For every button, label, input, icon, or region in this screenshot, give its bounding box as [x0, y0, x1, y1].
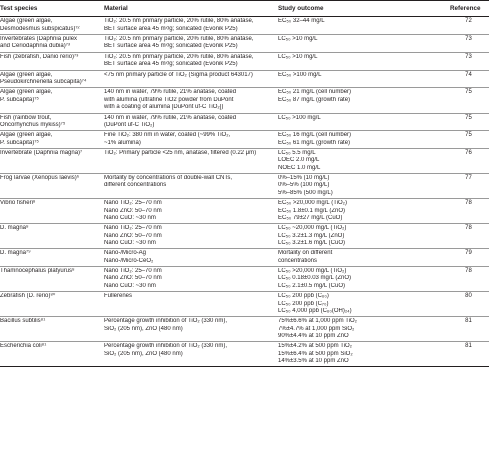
material-line: Percentage growth inhibition of TiO₂ (330 nm), — [104, 343, 228, 350]
table-row — [0, 149, 489, 174]
outcome-line: LC₅₀ >100 mg/L — [278, 114, 321, 121]
species-cell — [0, 88, 104, 113]
outcome-line: EC₅₀ 87 mg/L (growth rate) — [278, 96, 351, 103]
reference-cell: 80 — [450, 292, 489, 317]
outcome-line: LC₅₀ 200 ppb (C₇₀) — [278, 300, 329, 307]
species-line: Bacillus subtilis⁸¹ — [0, 318, 46, 325]
material-cell — [104, 292, 278, 317]
outcome-line: EC₅₀ >20,000 mg/L (TiO₂) — [278, 200, 347, 207]
reference-cell: 76 — [450, 149, 489, 174]
material-cell — [104, 149, 278, 174]
table-row — [0, 224, 489, 249]
material-line: different concentrations — [104, 182, 167, 189]
species-line: Vibrio fisheri⁸ — [0, 200, 36, 207]
material-line: ~1% alumina) — [104, 139, 141, 146]
outcome-line: EC₅₀ 61 mg/L (growth rate) — [278, 139, 351, 146]
material-cell — [104, 113, 278, 131]
table-row — [0, 131, 489, 149]
species-cell — [0, 224, 104, 249]
species-line: and Ceriodaphnia dubia)⁷³ — [0, 43, 70, 50]
material-line: Nano CuO: ~30 nm — [104, 214, 156, 221]
species-line: Algae (green algae, — [0, 89, 53, 96]
species-cell — [0, 17, 104, 35]
header-material: Material — [104, 1, 278, 17]
outcome-line: 0%–15% (10 mg/L) — [278, 175, 330, 182]
material-line: Nano CuO: ~30 nm — [104, 239, 156, 246]
outcome-line: LC₅₀ ~20,000 mg/L (TiO₂) — [278, 225, 347, 232]
material-cell — [104, 35, 278, 53]
material-line: (DuPont uf-C TiO₂) — [104, 121, 155, 128]
outcome-cell — [278, 131, 450, 149]
table-row — [0, 199, 489, 224]
material-line: BET surface area 45 m²/g; sonicated (Evonik P25) — [104, 61, 238, 68]
outcome-line: EC₅₀ 32–44 mg/L — [278, 18, 325, 25]
outcome-line: LC₅₀ 5.5 mg/L — [278, 150, 316, 157]
table-row — [0, 52, 489, 70]
species-line: Frog larvae (Xenopus laevis)⁶ — [0, 175, 80, 182]
material-line: TiO₂: Primary particle <25 nm, anatase, filtered (0.22 μm) — [104, 150, 257, 157]
outcome-line: 15%±6.4% at 500 ppm SiO₂ — [278, 350, 353, 357]
outcome-line: EC₅₀ 79±27 mg/L (CuO) — [278, 214, 343, 221]
header-test-species: Test species — [0, 1, 104, 17]
material-cell — [104, 267, 278, 292]
material-cell — [104, 174, 278, 199]
outcome-line: LC₅₀ >10 mg/L — [278, 53, 318, 60]
material-line: Fine TiO₂: 380 nm in water, coated (~99% TiO₂, — [104, 132, 231, 139]
reference-cell: 75 — [450, 88, 489, 113]
species-line: Fish (zebrafish, Danio rerio)⁷³ — [0, 53, 79, 60]
species-line: Escherichia coli⁸¹ — [0, 343, 47, 350]
species-line: Oncorhynchus mykiss)⁷⁵ — [0, 121, 66, 128]
outcome-line: EC₅₀ 16 mg/L (cell number) — [278, 132, 352, 139]
material-line: TiO₂: 20.5 nm primary particle, 20% rutile, 80% anatase, — [104, 53, 254, 60]
outcome-line: LC₅₀ 0.18±0.03 mg/L (ZnO) — [278, 275, 352, 282]
reference-cell: 81 — [450, 317, 489, 342]
material-cell — [104, 88, 278, 113]
outcome-line: 75%±6.6% at 1,000 ppm TiO₂ — [278, 318, 357, 325]
reference-cell: 75 — [450, 113, 489, 131]
outcome-cell — [278, 88, 450, 113]
outcome-line: LC₅₀ 3.2±1.3 mg/L (ZnO) — [278, 232, 345, 239]
reference-cell: 73 — [450, 52, 489, 70]
reference-cell: 73 — [450, 35, 489, 53]
material-cell — [104, 131, 278, 149]
outcome-line: EC₅₀ 1.8±0.1 mg/L (ZnO) — [278, 207, 345, 214]
reference-cell: 74 — [450, 70, 489, 88]
material-cell — [104, 17, 278, 35]
outcome-line: LC₅₀ 4,000 ppb (C₆₀(OH)₂₄) — [278, 307, 352, 314]
species-cell — [0, 149, 104, 174]
material-cell — [104, 342, 278, 367]
outcome-cell — [278, 249, 450, 267]
species-line: Zebrafish (D. rerio)⁸⁰ — [0, 293, 56, 300]
outcome-cell — [278, 149, 450, 174]
species-line: P. subcapita)⁷⁵ — [0, 96, 39, 103]
species-cell — [0, 317, 104, 342]
outcome-cell — [278, 35, 450, 53]
species-cell — [0, 113, 104, 131]
material-line: <75 nm primary particle of TiO₂ (Sigma product 643017) — [104, 71, 253, 78]
species-cell — [0, 174, 104, 199]
outcome-line: 14%±3.5% at 10 ppm ZnO — [278, 357, 349, 364]
outcome-line: NOEC 1.0 mg/L — [278, 164, 321, 171]
outcome-cell — [278, 267, 450, 292]
material-line: SiO₂ (205 nm), ZnO (480 nm) — [104, 350, 183, 357]
outcome-cell — [278, 174, 450, 199]
outcome-line: 0%–5% (100 mg/L) — [278, 182, 330, 189]
outcome-line: Mortality on different — [278, 250, 333, 257]
material-line: with a coating of alumina [DuPont uf-C TiO₂]) — [104, 104, 224, 111]
reference-cell: 72 — [450, 17, 489, 35]
species-line: P. subcapita)⁷⁵ — [0, 139, 39, 146]
reference-cell: 77 — [450, 174, 489, 199]
material-line: BET surface area 45 m²/g; sonicated (Evonik P25) — [104, 25, 238, 32]
table-row — [0, 70, 489, 88]
outcome-line: 15%±4.2% at 500 ppm TiO₂ — [278, 343, 352, 350]
species-line: Desmodesmus subspicatus)⁷² — [0, 25, 80, 32]
species-line: Invertebrate (Daphnia magna)⁷ — [0, 150, 83, 157]
table-row — [0, 249, 489, 267]
species-line: D. magna⁸ — [0, 225, 29, 232]
material-line: Nano ZnO: 50–70 nm — [104, 275, 162, 282]
table-row — [0, 88, 489, 113]
species-line: Fish (rainbow trout, — [0, 114, 52, 121]
outcome-line: 90%±4.4% at 10 ppm ZnO — [278, 332, 349, 339]
material-cell — [104, 52, 278, 70]
outcome-cell — [278, 17, 450, 35]
material-line: SiO₂ (205 nm), ZnO (480 nm) — [104, 325, 183, 332]
material-line: Nano TiO₂: 25–70 nm — [104, 200, 162, 207]
outcome-line: 7%±4.7% at 1,000 ppm SiO₂ — [278, 325, 355, 332]
material-line: Nano TiO₂: 25–70 nm — [104, 268, 162, 275]
outcome-cell — [278, 317, 450, 342]
outcome-cell — [278, 52, 450, 70]
outcome-line: LC₅₀ 2.1±0.5 mg/L (CuO) — [278, 282, 346, 289]
species-cell — [0, 52, 104, 70]
material-cell — [104, 317, 278, 342]
outcome-line: LOEC 2.0 mg/L — [278, 157, 320, 164]
outcome-line: LC₅₀ 200 ppb (C₆₀) — [278, 293, 329, 300]
outcome-line: 5%–85% (500 mg/L) — [278, 189, 333, 196]
material-line: Percentage growth inhibition of TiO₂ (330 nm), — [104, 318, 228, 325]
outcome-line: concentrations — [278, 257, 318, 264]
species-line: Invertebrates (Daphnia pulex — [0, 36, 78, 43]
material-line: 140 nm in water, 79% rutile, 21% anatase, coated — [104, 89, 237, 96]
species-cell — [0, 342, 104, 367]
material-line: Nano CuO: ~30 nm — [104, 282, 156, 289]
outcome-cell — [278, 342, 450, 367]
header-study-outcome: Study outcome — [278, 1, 450, 17]
outcome-line: LC₅₀ 3.2±1.6 mg/L (CuO) — [278, 239, 346, 246]
table-row — [0, 317, 489, 342]
outcome-line: EC₅₀ >100 mg/L — [278, 71, 322, 78]
outcome-cell — [278, 199, 450, 224]
species-line: D. magna⁷⁹ — [0, 250, 31, 257]
outcome-cell — [278, 224, 450, 249]
reference-cell: 78 — [450, 224, 489, 249]
species-line: Algae (green algae, — [0, 71, 53, 78]
outcome-cell — [278, 113, 450, 131]
material-line: Nano-/Micro-Ag — [104, 250, 147, 257]
reference-cell: 78 — [450, 267, 489, 292]
outcome-line: LC₅₀ >20,000 mg/L (TiO₂) — [278, 268, 347, 275]
material-line: Nano ZnO: 50–70 nm — [104, 207, 162, 214]
species-line: Thamnocephalus platyurus⁸ — [0, 268, 75, 275]
species-cell — [0, 199, 104, 224]
reference-cell: 79 — [450, 249, 489, 267]
material-line: 140 nm in water, 79% rutile, 21% anatase, coated — [104, 114, 237, 121]
material-line: Mortality by concentrations of double-wall CNTs, — [104, 175, 233, 182]
header-reference: Reference — [450, 1, 489, 17]
species-cell — [0, 35, 104, 53]
species-line: Algae (green algae, — [0, 18, 53, 25]
table-row — [0, 113, 489, 131]
table-row — [0, 17, 489, 35]
table-body — [0, 17, 489, 367]
header-row — [0, 1, 489, 17]
material-cell — [104, 249, 278, 267]
species-line: Pseudokirchneriella subcapita)⁷⁴ — [0, 78, 87, 85]
species-cell — [0, 131, 104, 149]
material-cell — [104, 70, 278, 88]
species-cell — [0, 292, 104, 317]
species-line: Algae (green algae, — [0, 132, 53, 139]
outcome-cell — [278, 70, 450, 88]
species-cell — [0, 249, 104, 267]
reference-cell: 78 — [450, 199, 489, 224]
material-line: Nano TiO₂: 25–70 nm — [104, 225, 162, 232]
species-cell — [0, 267, 104, 292]
material-line: with alumina (ultrafine TiO2 powder from DuPont — [104, 96, 234, 103]
material-line: BET surface area 45 m²/g; sonicated (Evonik P25) — [104, 43, 238, 50]
outcome-line: LC₅₀ >10 mg/L — [278, 36, 318, 43]
outcome-line: EC₅₀ 21 mg/L (cell number) — [278, 89, 352, 96]
reference-cell: 81 — [450, 342, 489, 367]
table-row — [0, 267, 489, 292]
table-row — [0, 35, 489, 53]
material-line: TiO₂: 20.5 nm primary particle, 20% rutile, 80% anatase, — [104, 36, 254, 43]
reference-cell: 75 — [450, 131, 489, 149]
material-line: TiO₂: 20.5 nm primary particle, 20% rutile, 80% anatase, — [104, 18, 254, 25]
table-row — [0, 174, 489, 199]
material-line: Fullerenes — [104, 293, 133, 300]
material-line: Nano ZnO: 50–70 nm — [104, 232, 162, 239]
outcome-cell — [278, 292, 450, 317]
material-cell — [104, 224, 278, 249]
table-row — [0, 342, 489, 367]
table-row — [0, 292, 489, 317]
species-cell — [0, 70, 104, 88]
material-cell — [104, 199, 278, 224]
material-line: Nano-/Micro-CeO₂ — [104, 257, 154, 264]
